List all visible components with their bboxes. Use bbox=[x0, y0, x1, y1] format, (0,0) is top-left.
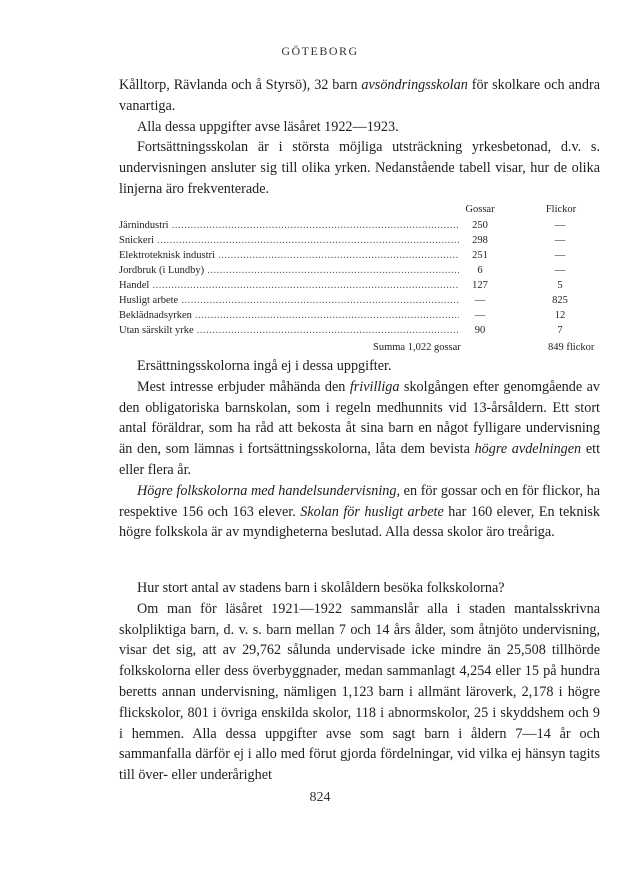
intro-text-block bbox=[119, 75, 600, 200]
cell-boys: 298 bbox=[472, 235, 488, 246]
cell-boys: — bbox=[474, 310, 486, 321]
italic-term: avsöndringsskolan bbox=[361, 77, 468, 93]
cell-boys: 127 bbox=[472, 280, 488, 291]
column-header-boys: Gossar bbox=[465, 204, 495, 215]
table-row bbox=[119, 323, 600, 338]
row-label: Handel ..... bbox=[119, 278, 459, 293]
table-summary-row bbox=[119, 340, 600, 356]
paragraph: Fortsättningsskolan är i största möjliga utsträckning yrkesbetonad, d.v. s. undervisningen ansluter sig till olika yrken. Nedanstående tabell visar, hur de olika linjerna äro frekventerade. bbox=[119, 139, 600, 197]
text-span: har 160 elever, En teknisk högre folkskola är av myndigheterna beslutad. Alla dessa skolor äro treåriga. bbox=[119, 503, 601, 541]
table-row bbox=[119, 248, 600, 263]
cell-girls: 825 bbox=[552, 295, 568, 306]
text-span: för skolkare och andra vanartiga. bbox=[119, 77, 601, 114]
text-span: Kålltorp, Rävlanda och å Styrsö), 32 barn bbox=[119, 77, 358, 93]
cell-girls: — bbox=[554, 220, 566, 231]
italic-term: högre avdelningen bbox=[474, 441, 582, 458]
cell-boys: 250 bbox=[472, 220, 488, 231]
sum-boys: Summa 1,022 gossar bbox=[373, 342, 461, 353]
cell-boys: 6 bbox=[477, 265, 483, 276]
italic-term: Högre folkskolorna med handelsundervisning, bbox=[137, 482, 401, 499]
paragraph bbox=[119, 481, 600, 543]
italic-term: Skolan för husligt arbete bbox=[300, 503, 444, 520]
table-row bbox=[119, 278, 600, 293]
paragraph: Alla dessa uppgifter avse läsåret 1922—1923. bbox=[137, 118, 399, 135]
table-row bbox=[119, 263, 600, 278]
statistics-text-block bbox=[119, 578, 600, 786]
enrollment-table bbox=[119, 204, 600, 356]
row-label: Husligt arbete ..... bbox=[119, 293, 459, 308]
running-header: GÖTEBORG bbox=[281, 44, 359, 58]
text-span: ett eller flera år. bbox=[119, 441, 601, 478]
row-label: Elektroteknisk industri ..... bbox=[119, 248, 459, 263]
text-span: en för gossar och en för flickor, ha respektive 156 och 163 elever. bbox=[119, 482, 601, 520]
page-number: 824 bbox=[309, 790, 331, 805]
table-row bbox=[119, 233, 600, 248]
cell-girls: 12 bbox=[554, 310, 566, 321]
cell-boys: 251 bbox=[472, 250, 488, 261]
secondary-text-block bbox=[119, 356, 600, 543]
paragraph bbox=[119, 377, 600, 481]
table-row bbox=[119, 308, 600, 323]
text-span: Mest intresse erbjuder måhända den bbox=[137, 378, 346, 395]
row-label: Utan särskilt yrke ..... bbox=[119, 323, 459, 338]
cell-girls: 7 bbox=[557, 325, 563, 336]
paragraph: Om man för läsåret 1921—1922 sammanslår alla i staden mantalsskrivna skolpliktiga barn, d. v. s. barn mellan 7 och 14 års ålder, som åtnjöto undervisning, visar det sig, att av 29,762 sålunda undervisade icke mindre än 25,508 tillhörde folkskolorna eller dess överbyggnader, medan sammanlagt 4,254 eller 15 på hundra beretts annan undervisning, nämligen 1,123 barn i allmänt läroverk, 2,178 i högre flickskolor, 801 i övriga enskilda skolor, 118 i abnormskolor, 25 i skyddshem och 9 i hemmen. Alla dessa uppgifter avse som sagt barn i åldern 7—14 år och sammanfalla därför ej i allo med förut gjorda fördelningar, vid vilka ej hänsyn tagits till över- eller underårighet bbox=[119, 600, 600, 784]
cell-girls: — bbox=[554, 250, 566, 261]
table-row bbox=[119, 218, 600, 233]
paragraph bbox=[119, 75, 600, 117]
cell-boys: — bbox=[474, 295, 486, 306]
italic-term: frivilliga bbox=[349, 378, 400, 395]
row-label: Järnindustri ..... bbox=[119, 218, 459, 233]
table-row bbox=[119, 293, 600, 308]
cell-girls: 5 bbox=[557, 280, 563, 291]
paragraph: Ersättningsskolorna ingå ej i dessa uppgifter. bbox=[137, 358, 392, 374]
paragraph: Hur stort antal av stadens barn i skolåldern besöka folkskolorna? bbox=[137, 580, 505, 596]
text-span: skolgången efter genomgående av den obligatoriska barnskolan, som i regeln medhunnits vid 13-årsåldern. Ett stort antal föräldrar, som ha råd att bekosta åt sina barn en något fylligare undervisning än den, som lämnas i fortsättningsskolorna, låta dem bevista bbox=[119, 378, 600, 458]
cell-girls: — bbox=[554, 265, 566, 276]
column-header-girls: Flickor bbox=[545, 204, 577, 215]
sum-girls: 849 flickor bbox=[548, 342, 595, 353]
row-label: Jordbruk (i Lundby) ..... bbox=[119, 263, 459, 278]
cell-boys: 90 bbox=[474, 325, 486, 336]
row-label: Beklädnadsyrken ..... bbox=[119, 308, 459, 323]
row-label: Snickeri ..... bbox=[119, 233, 459, 248]
table-body bbox=[119, 218, 600, 338]
table-header bbox=[119, 204, 600, 218]
cell-girls: — bbox=[554, 235, 566, 246]
